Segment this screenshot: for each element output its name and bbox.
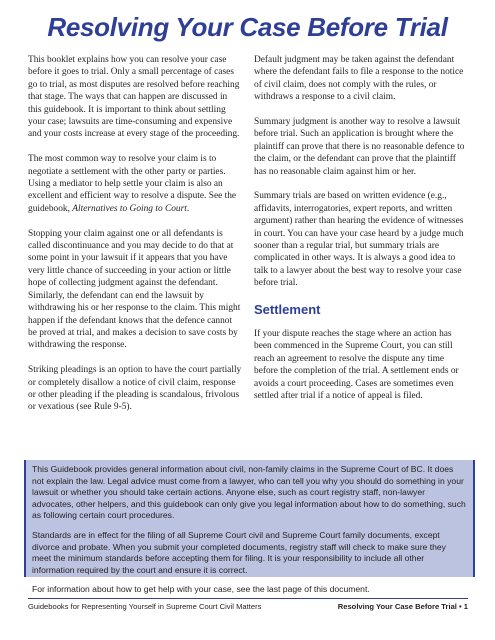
page-title: Resolving Your Case Before Trial (47, 12, 448, 42)
footer-page-number: Resolving Your Case Before Trial • 1 (337, 602, 468, 611)
paragraph-settlement: If your dispute reaches the stage where an action has been commenced in the Supreme Court, you can still reach an agreement to resolve the dispute any time before the completion of the trial. A settlement ends or avoids a court proceeding. Cases are sometimes even settled after trial if a notice of appeal is filed. (254, 329, 459, 402)
notice-legal-advice: This Guidebook provides general information about civil, non-family claims in the Supreme Court of BC. It does not explain the law. Legal advice must come from a lawyer, who can tell you why you should do something in your lawsuit or whether you should take certain actions. Anyone else, such as court registry staff, non-lawyer advocates, other helpers, and this guidebook can only give you legal information about how to do something, such as following certain court procedures. (32, 464, 466, 521)
footer-divider (28, 598, 468, 599)
paragraph-striking-pleadings: Striking pleadings is an option to have the court partially or completely disallow a notice of civil claim, response or other pleading if the pleading is scandalous, frivolous or vexatious (see Rule 9-5). (28, 365, 242, 413)
footer-series-title: Guidebooks for Representing Yourself in Supreme Court Civil Matters (28, 602, 262, 611)
guidebook-reference: Alternatives to Going to Court (72, 203, 187, 214)
settlement-heading: Settlement (254, 302, 321, 318)
paragraph-discontinuance: Stopping your claim against one or all defendants is called discontinuance and you may decide to do that at some point in your lawsuit if it appears that you have very little chance of succeeding in your action or little hope of collecting judgment against the defendant. Similarly, the defendant can end the lawsuit by withdrawing his or her response to the claim. This might happen if the defendant knows that the defence cannot be proved at trial, and makes a decision to save costs by withdrawing the response. (28, 228, 241, 351)
paragraph-summary-trials: Summary trials are based on written evidence (e.g., affidavits, interrogatories, expert reports, and written argument) rather than hearing the evidence of witnesses in court. You can have your case heard by a judge much sooner than a regular trial, but summary trials are complicated in other ways. It is always a good idea to talk to a lawyer about the best way to resolve your case before trial. (254, 191, 464, 289)
paragraph-summary-judgment: Summary judgment is another way to resolve a lawsuit before trial. Such an application is brought where the plaintiff can prove that there is no reasonable defence to the claim, or the defendant can prove that the plaintiff has no reasonable claim against him or her. (254, 117, 465, 177)
paragraph-default-judgment: Default judgment may be taken against the defendant where the defendant fails to file a response to the notice of civil claim, does not comply with the rules, or withdraws a response to a civil claim. (254, 55, 464, 103)
left-column (28, 54, 243, 426)
guidebook-reference-end: . (186, 203, 190, 214)
notice-box (24, 460, 475, 595)
notice-help-info: For information about how to get help with your case, see the last page of this document. (32, 584, 370, 595)
paragraph-settlement-negotiation (28, 153, 243, 215)
paragraph-intro: This booklet explains how you can resolve your case before it goes to trial. Only a small percentage of cases go to trial, as most disputes are resolved before reaching that stage. The ways that can happen are discussed in this guidebook. It is important to think about settling your case; lawsuits are time-consuming and expensive and your costs increase at every stage of the proceeding. (28, 55, 240, 140)
right-column (254, 54, 469, 415)
notice-filing-standards: Standards are in effect for the filing of all Supreme Court civil and Supreme Court family documents, except divorce and probate. When you submit your completed documents, registry staff will check to make sure they meet the minimum standards before accepting them for filing. It is your responsibility to include all other information required by the court and ensure it is correct. (32, 529, 446, 575)
paragraph-settlement-negotiation-text: The most common way to resolve your claim is to negotiate a settlement with the other party or parties. Using a mediator to help settle your claim is also an excellent and efficient way to resolve a dispute. See the guidebook, (28, 154, 237, 214)
